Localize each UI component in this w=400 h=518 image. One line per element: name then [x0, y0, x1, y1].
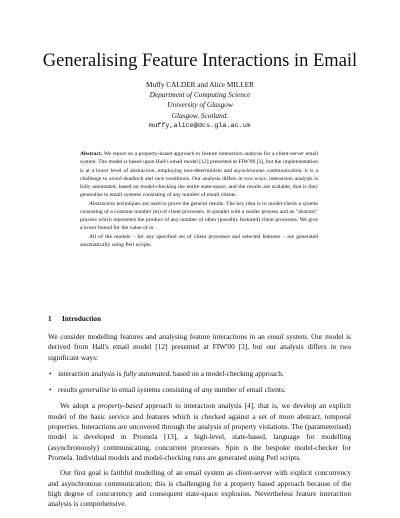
abstract-paragraph-3: All of the models – for any specified set of client processes and selected features – are generated automatically using Perl scripts.: [80, 233, 318, 248]
bullet-icon: •: [49, 368, 52, 378]
department: Department of Computing Science: [149, 90, 251, 100]
section-title: Introduction: [62, 315, 102, 323]
abstract-label: Abstract.: [80, 151, 103, 157]
bullet-item-2: • results generalise to email systems consisting of any number of email clients.: [49, 385, 286, 395]
city: Glasgow, Scotland.: [171, 110, 229, 120]
abstract-paragraph-2: Abstraction techniques are used to prove the general results. The key idea is to model-check a system consisting of a constant number (m) of client processes, in parallel with a mailer process and an "abstract" process which represents the product of any number of other (possibly featured) client processes. We give a lower bound for the value of m.: [80, 200, 318, 232]
email-address: muffy,alice@dcs.gla.ac.uk: [149, 121, 251, 130]
abstract: [80, 150, 318, 249]
body-paragraph-3: Our first goal is faithful modelling of an email system as client-server with explicit concurrency and asynchronous communication; this is challenging for a property based approach because of the high degree of concurrency and consequent state-space explosion. Nevertheless feature interaction analysis is comprehensive.: [48, 468, 351, 509]
paper-title: Generalising Feature Interactions in Email: [42, 51, 358, 71]
body-paragraph-1: We consider modelling features and analysing feature interactions in an email system. Our model is derived from Hall's email model [12] presented at FIW'00 [3], but our analysis differs in two significant ways:: [48, 332, 351, 362]
section-heading: [48, 315, 101, 323]
author-block: [0, 80, 400, 131]
bullet-list: [48, 369, 351, 396]
section-number: 1: [48, 315, 52, 323]
body-paragraph-2: We adopt a property-based approach to interaction analysis [4], that is, we develop an explicit model of the basic service and features which is checked against a set of more abstract, temporal properties. Interactions are uncovered through the analysis of property violations. The (parameterised) model is developed in Promela [13], a high-level, state-based, language for modelling (asynchronously) communicating, concurrent processes. Spin is the bespoke model-checker for Promela. Individual models and model-checking runs are generated using Perl scripts.: [48, 401, 352, 462]
author-names: Muffy CALDER and Alice MILLER: [145, 80, 255, 89]
abstract-paragraph-1: Abstract. We report on a property-based approach to feature interaction analysis for a client-server email system. The model is based upon Hall's email model [12] presented at FIW'00 [3], but the implementation is at a lower level of abstraction, employing non-determinism and asynchronous communication; it is a challenge to avoid deadlock and race conditions. Our analysis differs in two ways: interaction analysis is fully automated, based on model-checking the entire state-space, and the results are scalable, that is they generalise to email systems consisting of any number of email clients.: [80, 151, 318, 199]
university: University of Glasgow: [167, 100, 233, 110]
bullet-item-1: • interaction analysis is fully automated, based on a model-checking approach,: [49, 368, 284, 378]
body-text: [48, 332, 351, 509]
bullet-icon: •: [49, 385, 52, 395]
